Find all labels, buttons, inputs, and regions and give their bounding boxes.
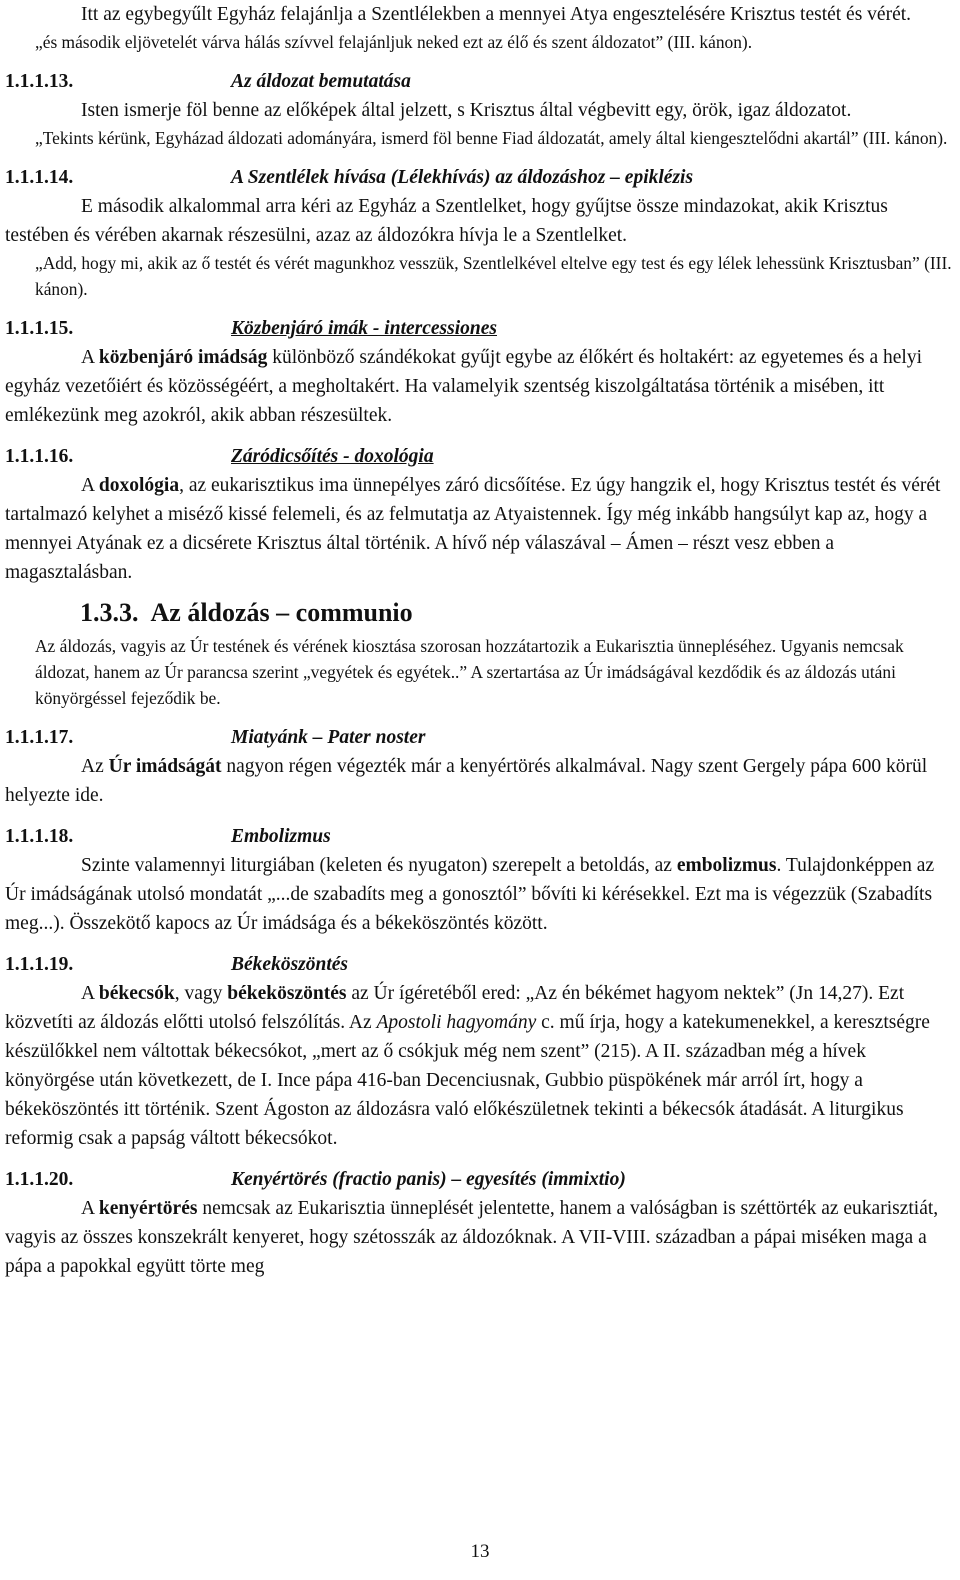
text-run: különböző szándékokat gyűjt egybe az élőkért és holtakért: az egyetemes és a helyi egyház vezetőiért és közösségéért, a megholtakért. Ha valamelyik szentség kiszolgáltatása történik a misében, itt emlékezünk meg azokról, akik abban részesültek.: [5, 347, 922, 426]
document-page: [5, 0, 953, 1281]
heading-number: 1.1.1.15.: [5, 318, 74, 339]
text-run: , az eukarisztikus ima ünnepélyes záró dicsőítése. Ez úgy hangzik el, hogy Krisztus testét és vérét tartalmazó kelyhet a miséző kissé felemeli, és az felmutatja az Atyaistennek. Így még inkább hangsúlyt kap az, hogy a mennyei Atyának ez a dicsérete Krisztus által történik. A hívő nép válaszával – Ámen – részt vesz ebben a magasztalásban.: [5, 475, 941, 583]
heading-1-1-1-20: [5, 1166, 953, 1194]
heading-number: 1.1.1.13.: [5, 71, 74, 92]
bold-term: doxológia: [98, 475, 180, 496]
heading-number: 1.1.1.18.: [5, 826, 74, 847]
bold-term: kenyértörés: [98, 1198, 198, 1219]
bold-term: békecsók: [98, 983, 175, 1004]
text-run: c. mű írja, hogy a katekumenekkel, a keresztségre készülőkkel nem váltottak békecsókot, „mert az ő csókjuk még nem szent” (215). A II. században még a hívek könyörgése után következett, de I. Ince pápa 416-ban Decenciusnak, Gubbio püspökének már arról írt, hogy a békeköszöntés itt történik. Szent Ágoston az áldozásra való előkészületnek tekinti a békecsók átadását. A liturgikus reformig csak a papság váltott békecsókot.: [5, 1012, 930, 1149]
heading-1-1-1-15: [5, 315, 953, 343]
paragraph: [5, 1194, 953, 1281]
paragraph: E második alkalommal arra kéri az Egyház a Szentlelket, hogy gyűjtse össze mindazokat, akik Krisztus testében és vérében akarnak részesülni, azaz az áldozókra hívja le a Szentlelket.: [5, 196, 888, 246]
bold-term: embolizmus: [676, 855, 777, 876]
text-run: A: [81, 1198, 99, 1219]
heading-title: Az áldozat bemutatása: [231, 71, 411, 92]
paragraph: Isten ismerje föl benne az előképek által jelzett, s Krisztus által végbevitt egy, örök, igaz áldozatot.: [81, 100, 852, 121]
paragraph: Itt az egybegyűlt Egyház felajánlja a Szentlélekben a mennyei Atya engesztelésére Krisztus testét és vérét.: [81, 4, 912, 25]
heading-title: Közbenjáró imák - intercessiones: [231, 318, 497, 339]
text-run: az Úr ígéretéből ered: „Az én békémet hagyom nektek” (Jn 14,27). Ezt közvetíti az áldozás előtti utolsó felszólítás. Az: [5, 983, 905, 1033]
quote: „Tekints kérünk, Egyházad áldozati adományára, ismerd föl benne Fiad áldozatát, amely által kiengesztelődni akartál” (III. kánon).: [35, 128, 948, 148]
quote: Az áldozás, vagyis az Úr testének és vérének kiosztása szorosan hozzátartozik a Eukarisztia ünnepléséhez. Ugyanis nemcsak áldozat, hanem az Úr parancsa szerint „vegyétek és egyétek..” A szertartása az Úr imádságával kezdődik és az áldozás utáni könyörgéssel fejeződik be.: [35, 636, 904, 708]
heading-title: A Szentlélek hívása (Lélekhívás) az áldozáshoz – epiklézis: [231, 167, 694, 188]
heading-number: 1.1.1.20.: [5, 1169, 74, 1190]
heading-1-1-1-18: [5, 823, 953, 851]
text-run: Szinte valamennyi liturgiában (keleten és nyugaton) szerepelt a betoldás, az: [81, 855, 677, 876]
text-run: nemcsak az Eukarisztia ünneplését jelentette, hanem a valóságban is széttörték az eukarisztiát, vagyis az összes konszekrált kenyeret, hogy szétosszák az áldozóknak. A VII-VIII. században a pápai miséken maga a pápa a papokkal együtt törte meg: [5, 1198, 939, 1277]
text-run: A: [81, 475, 99, 496]
section-heading-1-3-3: [5, 595, 953, 631]
paragraph: [5, 851, 953, 938]
paragraph: [5, 752, 953, 810]
page-number: 13: [470, 1541, 490, 1562]
paragraph: [5, 471, 953, 587]
heading-1-1-1-13: [5, 68, 953, 96]
quote: „Add, hogy mi, akik az ő testét és vérét magunkhoz vesszük, Szentlelkével eltelve egy test és egy lélek lehessünk Krisztusban” (III. kánon).: [35, 253, 952, 299]
bold-term: békeköszöntés: [227, 983, 347, 1004]
heading-number: 1.1.1.19.: [5, 954, 74, 975]
heading-1-1-1-17: [5, 724, 953, 752]
heading-title: Kenyértörés (fractio panis) – egyesítés (immixtio): [231, 1169, 626, 1190]
paragraph: [5, 343, 953, 430]
quote: „és második eljövetelét várva hálás szívvel felajánljuk neked ezt az élő és szent áldozatot” (III. kánon).: [35, 32, 753, 52]
heading-title: Záródicsőítés - doxológia: [231, 446, 434, 467]
paragraph: [5, 979, 953, 1153]
heading-number: 1.1.1.17.: [5, 727, 74, 748]
heading-1-1-1-14: [5, 164, 953, 192]
section-number: 1.3.3.: [80, 598, 139, 627]
text-run: nagyon régen végezték már a kenyértörés alkalmával. Nagy szent Gergely pápa 600 körül helyezte ide.: [5, 756, 928, 806]
text-run: A: [81, 347, 99, 368]
heading-1-1-1-19: [5, 951, 953, 979]
text-run: Az: [81, 756, 109, 777]
heading-title: Embolizmus: [231, 826, 331, 847]
heading-1-1-1-16: [5, 443, 953, 471]
bold-term: Úr imádságát: [108, 756, 222, 777]
bold-term: közbenjáró imádság: [98, 347, 268, 368]
italic-title: Apostoli hagyomány: [376, 1012, 537, 1033]
heading-title: Békeköszöntés: [231, 954, 348, 975]
text-run: . Tulajdonképpen az Úr imádságának utolsó mondatát „...de szabadíts meg a gonosztól” bővíti ki kérésekkel. Ezt ma is végezzük (Szabadíts meg...). Összekötő kapocs az Úr imádsága és a békeköszöntés között.: [5, 855, 935, 934]
heading-number: 1.1.1.14.: [5, 167, 74, 188]
heading-title: Miatyánk – Pater noster: [231, 727, 426, 748]
heading-number: 1.1.1.16.: [5, 446, 74, 467]
text-run: A: [81, 983, 99, 1004]
text-run: , vagy: [174, 983, 228, 1004]
section-title: Az áldozás – communio: [150, 598, 413, 627]
